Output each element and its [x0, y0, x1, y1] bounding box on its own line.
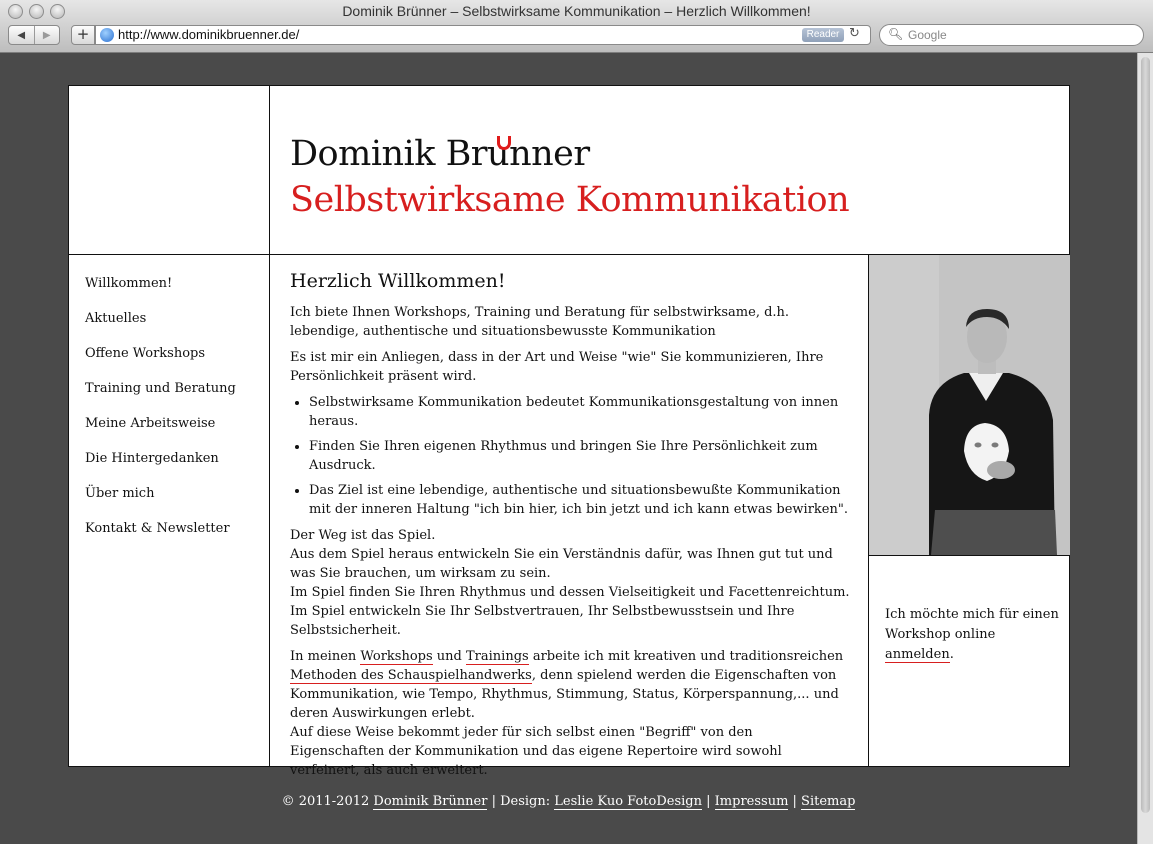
- search-icon: 🔍︎: [888, 27, 904, 41]
- umlaut-smile-icon: [497, 136, 511, 150]
- logo-name-part1: Dominik Br: [290, 134, 488, 174]
- nav-item-ueber-mich[interactable]: Über mich: [85, 486, 155, 501]
- workshops-link[interactable]: Workshops: [360, 649, 433, 664]
- footer: [0, 794, 1137, 809]
- concern-paragraph: Es ist mir ein Anliegen, dass in der Art und Weise "wie" Sie kommunizieren, Ihre Persönlichkeit präsent wird.: [290, 350, 824, 384]
- back-icon[interactable]: ◀: [17, 29, 26, 41]
- way-line: Der Weg ist das Spiel.: [290, 528, 436, 543]
- search-input[interactable]: [879, 24, 1144, 46]
- page-title: Herzlich Willkommen!: [290, 270, 506, 292]
- portrait-photo: [869, 255, 1070, 555]
- list-item: • Das Ziel ist eine lebendige, authentische und situationsbewußte Kommunikation mit der inneren Haltung "ich bin hier, ich bin jetzt und ich kann etwas bewirken".: [309, 481, 850, 519]
- methods-paragraph: [290, 647, 850, 780]
- main-navigation: [85, 274, 236, 554]
- logo-name[interactable]: [290, 134, 590, 174]
- reader-button[interactable]: Reader: [802, 28, 844, 42]
- trainings-link[interactable]: Trainings: [466, 649, 529, 664]
- separator: |: [702, 794, 715, 809]
- text: In meinen: [290, 649, 361, 664]
- signup-end: .: [949, 647, 954, 662]
- signup-link[interactable]: anmelden: [885, 647, 950, 662]
- way-line: Im Spiel finden Sie Ihren Rhythmus und dessen Vielseitigkeit und Facettenreichtum.: [290, 585, 850, 600]
- divider: [868, 555, 1069, 556]
- scrollbar-thumb[interactable]: [1141, 57, 1150, 813]
- reload-icon[interactable]: ↻: [849, 26, 860, 41]
- text: Auf diese Weise bekommt jeder für sich selbst einen "Begriff" von den Eigenschaften der Kommunikation und das eigene Repertoire wird sowohl verfeinert, als auch erweitert.: [290, 725, 782, 778]
- methods-link[interactable]: Methoden des Schauspielhandwerks: [290, 668, 532, 683]
- way-paragraph: [290, 526, 850, 640]
- window-title: Dominik Brünner – Selbstwirksame Kommunikation – Herzlich Willkommen!: [342, 3, 811, 19]
- nav-item-hintergedanken[interactable]: Die Hintergedanken: [85, 451, 219, 466]
- impressum-link[interactable]: Impressum: [714, 794, 789, 809]
- nav-item-arbeitsweise[interactable]: Meine Arbeitsweise: [85, 416, 216, 431]
- page-container: [68, 85, 1070, 778]
- portrait-image: [869, 255, 1070, 555]
- add-bookmark-button[interactable]: +: [71, 25, 95, 45]
- separator: |: [788, 794, 802, 809]
- main-content: [290, 272, 850, 787]
- text: und: [432, 649, 466, 664]
- history-buttons: [8, 25, 60, 45]
- copyright-text: © 2011-2012: [281, 794, 374, 809]
- nav-item-offene-workshops[interactable]: Offene Workshops: [85, 346, 206, 361]
- designer-link[interactable]: Leslie Kuo FotoDesign: [554, 794, 702, 809]
- logo-name-part2: nner: [509, 134, 590, 174]
- workshop-signup-note: [885, 605, 1063, 665]
- url-text[interactable]: http://www.dominikbruenner.de/: [118, 27, 300, 42]
- text: , denn spielend werden die Eigenschaften von Kommunikation, wie Tempo, Rhythmus, Stimmung, Status, Körperspannung,... und deren Auswirkungen erlebt.: [290, 668, 839, 721]
- nav-item-willkommen[interactable]: Willkommen!: [85, 276, 173, 291]
- list-item: • Selbstwirksame Kommunikation bedeutet Kommunikationsgestaltung von innen heraus.: [309, 393, 850, 431]
- list-item: • Finden Sie Ihren eigenen Rhythmus und bringen Sie Ihre Persönlichkeit zum Ausdruck.: [309, 437, 850, 475]
- search-placeholder: Google: [908, 28, 947, 42]
- logo-subtitle: Selbstwirksame Kommunikation: [290, 180, 850, 220]
- vertical-scrollbar[interactable]: [1137, 53, 1153, 844]
- text: arbeite ich mit kreativen und traditionsreichen: [528, 649, 844, 664]
- author-link[interactable]: Dominik Brünner: [373, 794, 488, 809]
- logo-name-u: u: [487, 134, 510, 174]
- divider: [269, 86, 270, 766]
- nav-item-kontakt[interactable]: Kontakt & Newsletter: [85, 521, 230, 536]
- globe-icon: [100, 28, 114, 42]
- nav-item-aktuelles[interactable]: Aktuelles: [85, 311, 147, 326]
- nav-item-training-beratung[interactable]: Training und Beratung: [85, 381, 236, 396]
- sitemap-link[interactable]: Sitemap: [801, 794, 856, 809]
- design-label: | Design:: [487, 794, 555, 809]
- way-line: Aus dem Spiel heraus entwickeln Sie ein Verständnis dafür, was Ihnen gut tut und was Sie brauchen, um wirksam zu sein.: [290, 547, 833, 581]
- signup-text: Ich möchte mich für einen Workshop online: [885, 607, 1059, 642]
- way-line: Im Spiel entwickeln Sie Ihr Selbstvertrauen, Ihr Selbstbewusstsein und Ihre Selbstsicherheit.: [290, 604, 795, 638]
- browser-toolbar: [0, 0, 1153, 53]
- address-bar[interactable]: [95, 25, 871, 45]
- intro-paragraph: Ich biete Ihnen Workshops, Training und Beratung für selbstwirksame, d.h. lebendige, authentische und situationsbewusste Kommunikation: [290, 305, 790, 339]
- key-points-list: [309, 393, 850, 519]
- forward-icon[interactable]: ▶: [34, 26, 60, 44]
